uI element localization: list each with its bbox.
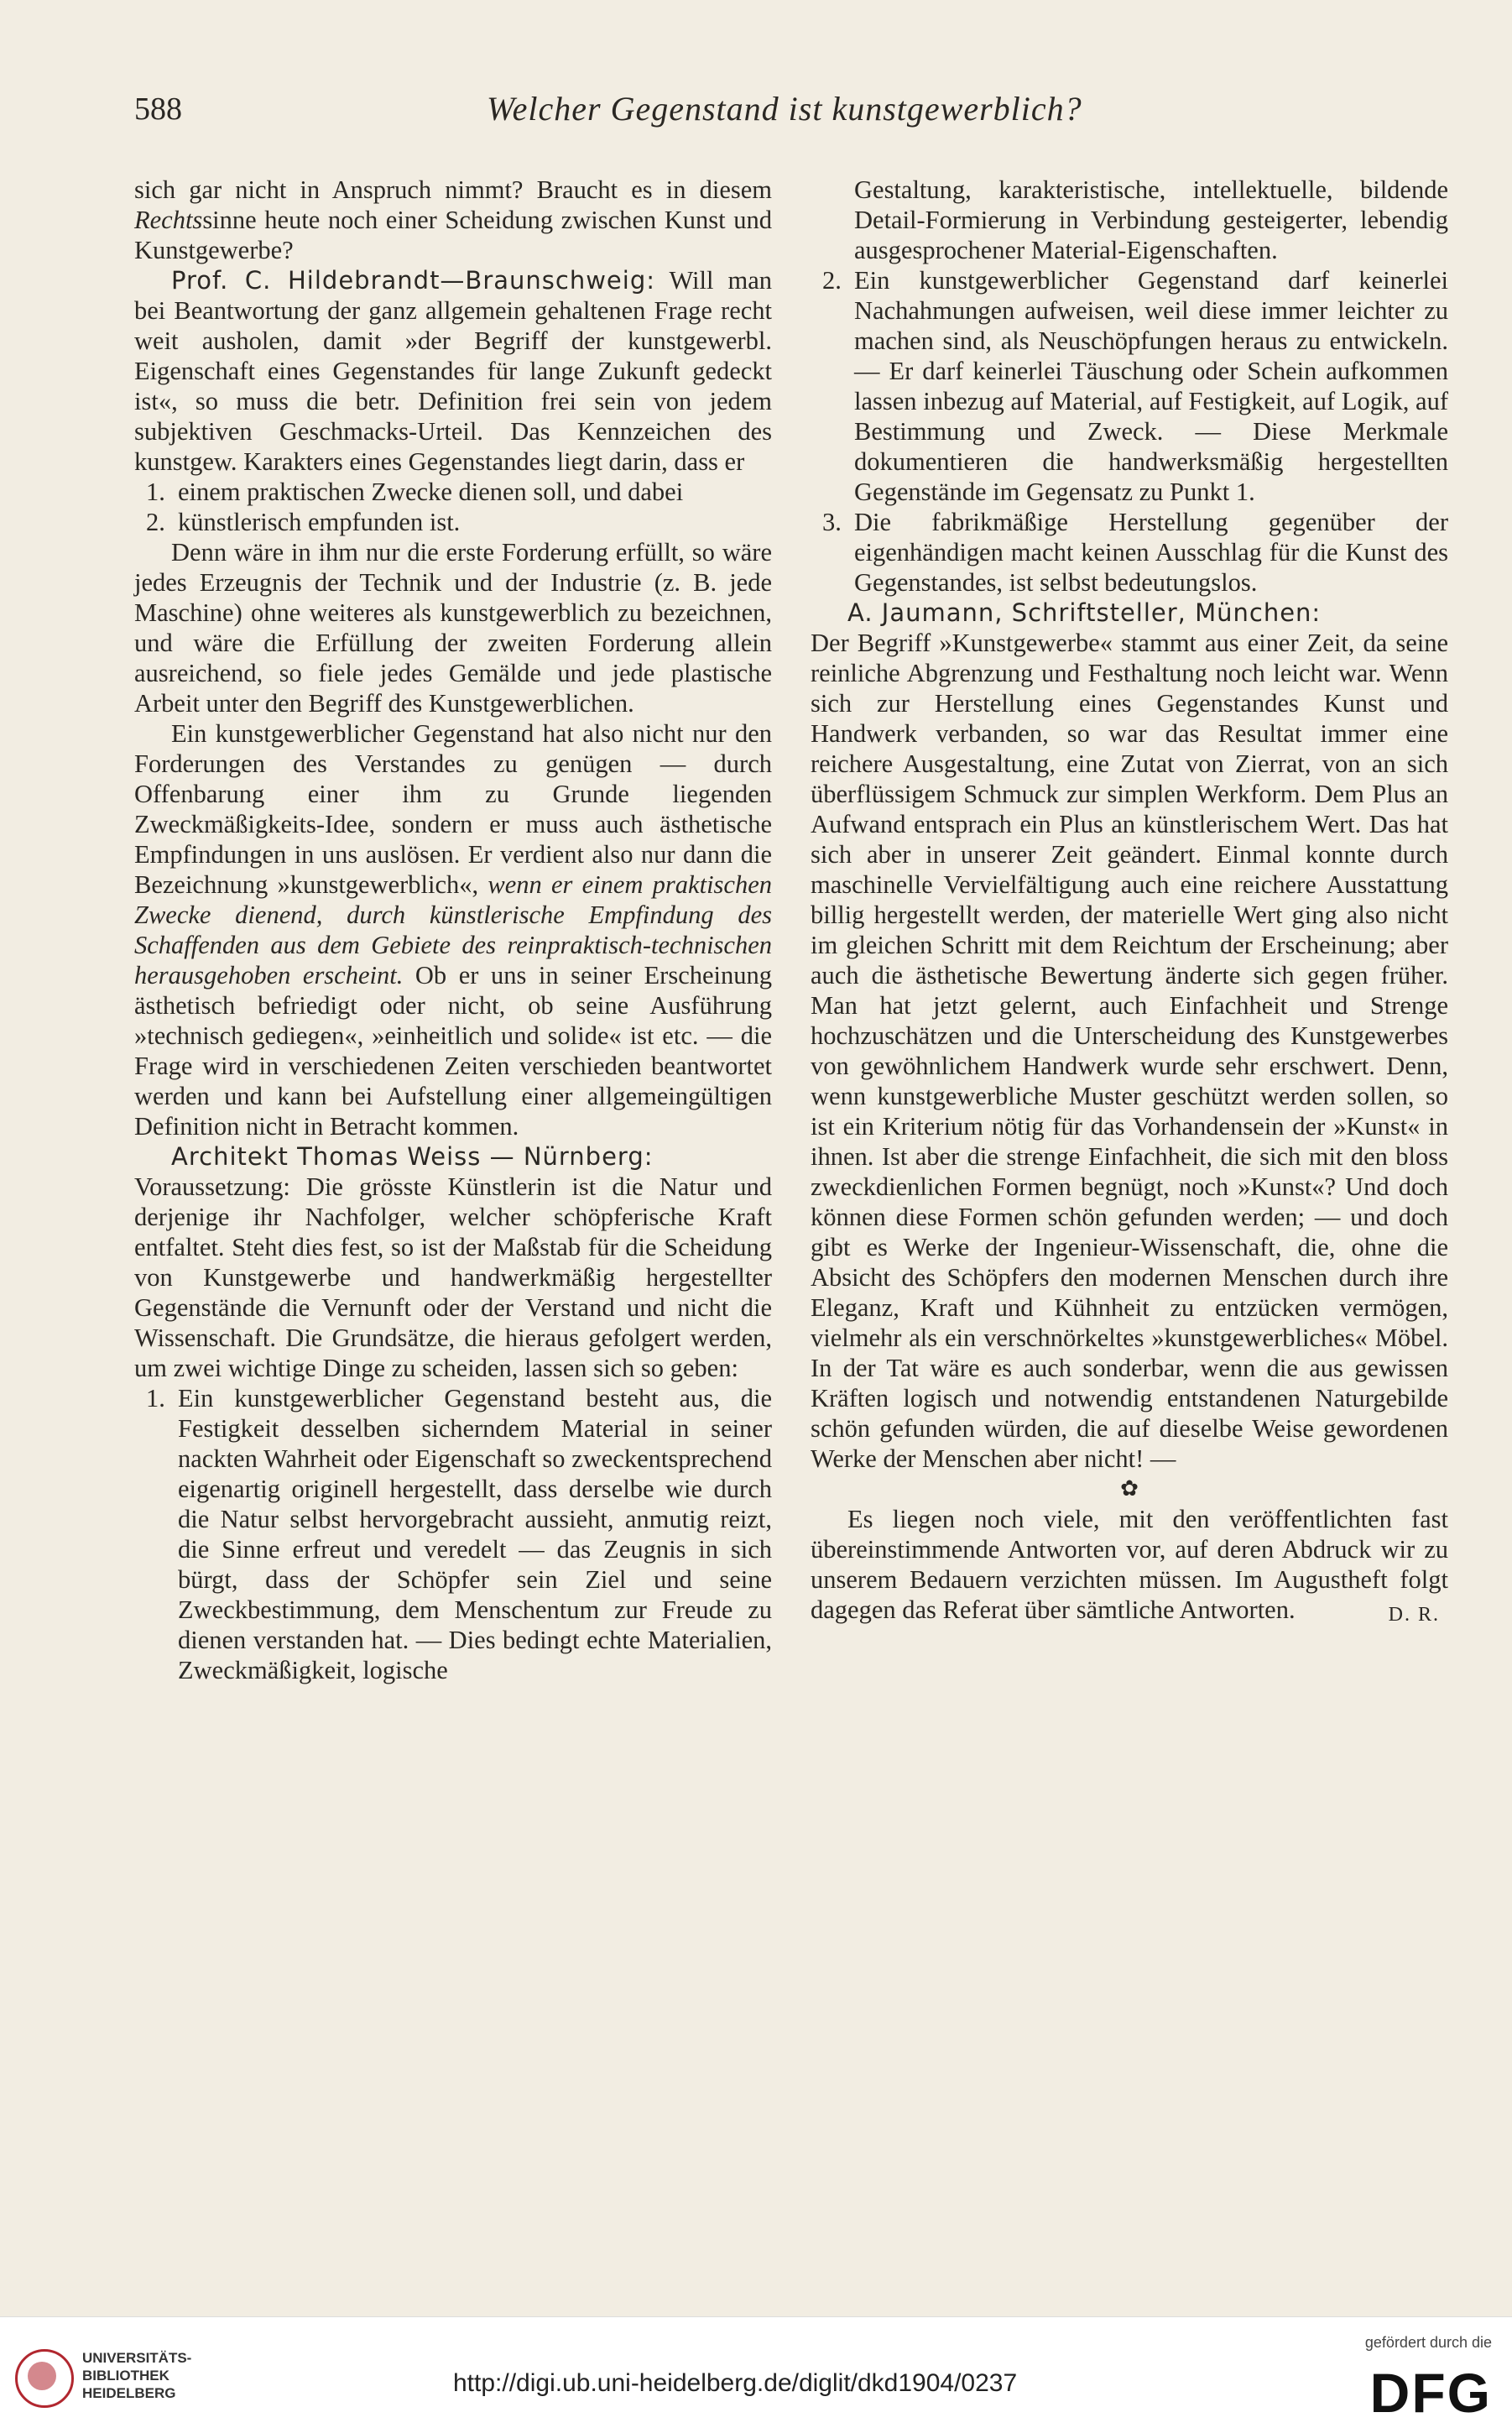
respondent-heading: Prof. C. Hildebrandt—Braunschweig: — [171, 266, 656, 295]
running-title: Welcher Gegenstand ist kunstgewerblich? — [487, 90, 1082, 128]
right-column — [811, 175, 1448, 1630]
list-item: 1. Ein kunstgewerblicher Gegenstand besteht aus, die Festigkeit desselben sicherndem Material in seiner nackten Wahrheit oder Eigenschaft so zweckentsprechend eigenartig originell hergestellt, dass derselbe wie durch die Natur selbst hervorgebracht aussieht, anmutig reizt, die Sinne erfreut und veredelt — das Zeugnis in sich bürgt, dass der Schöpfer sein Ziel und seine Zweckbestimmung, dem Menschentum zur Freude zu dienen verstanden hat. — Dies bedingt echte Materialien, Zweckmäßigkeit, logische — [146, 1384, 772, 1684]
paragraph: Voraussetzung: Die grösste Künstlerin ist die Natur und derjenige ihr Nachfolger, welcher schöpferische Kraft entfaltet. Steht dies fest, so ist der Maßstab für die Scheidung von Kunstgewerbe und handwerkmäßig hergestellter Gegenstände die Vernunft oder der Verstand und nicht die Wissenschaft. Die Grundsätze, die hieraus gefolgert werden, um zwei wichtige Dinge zu scheiden, lassen sich so geben: — [134, 1172, 772, 1382]
dfg-logo: DFG — [1369, 2362, 1492, 2424]
ornament-separator: ✿ — [1120, 1476, 1139, 1501]
paragraph: Denn wäre in ihm nur die erste Forderung erfüllt, so wäre jedes Erzeugnis der Technik und der Industrie (z. B. jede Maschine) ohne weiteres als kunstgewerblich zu bezeichnen, und wäre die Erfüllung der zweiten Forderung allein ausreichend, so fiele jedes Gemälde und jede plastische Arbeit unter den Begriff des Kunstgewerblichen. — [134, 538, 772, 718]
paragraph: Der Begriff »Kunstgewerbe« stammt aus einer Zeit, da seine reinliche Abgrenzung und Festhaltung noch leicht war. Wenn sich zur Herstellung eines Gegenstandes Kunst und Handwerk verbanden, so war das Resultat immer eine reichere Ausgestaltung, eine Zutat von Zierrat, von an sich überflüssigem Schmuck zur simplen Werkform. Dem Plus an Aufwand entsprach ein Plus an künstlerischem Wert. Das hat sich aber in unserer Zeit geändert. Einmal konnte durch maschinelle Vervielfältigung auch eine reichere Ausstattung billig hergestellt werden, der materielle Wert ging also nicht im gleichen Schritt mit dem Reichtum der Erscheinung; aber auch die ästhetische Bewertung änderte sich gegen früher. Man hat jetzt gelernt, auch Einfachheit und Strenge hochzuschätzen und die Unterscheidung des Kunstgewerbes von gewöhnlichem Handwerk wurde sehr erschwert. Denn, wenn kunstgewerbliche Muster geschützt werden sollen, so ist ein Kriterium nötig für das Vorhandensein der »Kunst« in ihnen. Ist aber die strenge Einfachheit, die sich mit den bloss zweckdienlichen Formen begnügt, noch »Kunst«? Und doch können diese Formen schön gefunden werden; — und doch gibt es Werke der Ingenieur-Wissenschaft, die, ohne die Absicht des Schöpfers den modernen Menschen durch ihre Eleganz, Kraft und Kühnheit zu entzücken vermögen, vielmehr als ein verschnörkeltes »kunstgewerbliches« Möbel. In der Tat wäre es auch sonderbar, wenn die aus gewissen Kräften logisch und notwendig entstandenen Naturgebilde schön gefunden würden, die auf dieselbe Weise gewordenen Werke der Menschen aber nicht! — — [811, 629, 1448, 1473]
paragraph: Prof. C. Hildebrandt—Braunschweig: Will man bei Beantwortung der ganz allgemein gehaltenen Frage recht weit ausholen, damit »der Begriff der kunstgewerbl. Eigenschaft eines Gegenstandes für lange Zukunft gedeckt ist«, so muss die betr. Definition frei sein von jedem subjektiven Geschmacks-Urteil. Das Kennzeichen des kunstgew. Karakters eines Gegenstandes liegt darin, dass er — [134, 266, 772, 476]
funding-note: gefördert durch die — [1364, 2334, 1492, 2351]
document-url-link[interactable]: http://digi.ub.uni-heidelberg.de/diglit/dkd1904/0237 — [453, 2369, 1018, 2397]
paragraph: sich gar nicht in Anspruch nimmt? Braucht es in diesem Rechtssinne heute noch einer Scheidung zwischen Kunst und Kunstgewerbe? — [134, 175, 772, 264]
respondent-heading: A. Jaumann, Schriftsteller, München: — [847, 598, 1322, 627]
page-number: 588 — [134, 91, 182, 127]
library-name: UNIVERSITÄTS- BIBLIOTHEK HEIDELBERG — [82, 2350, 192, 2401]
list-item-continuation: Gestaltung, karakteristische, intellektuelle, bildende Detail-Formierung in Verbindung gesteigerter, lebendig ausgesprochener Material-Eigenschaften. — [854, 175, 1448, 264]
university-seal-icon — [15, 2349, 74, 2408]
paragraph: Ein kunstgewerblicher Gegenstand hat also nicht nur den Forderungen des Verstandes zu genügen — durch Offenbarung einer ihm zu Grunde liegenden Zweckmäßigkeits-Idee, sondern er muss auch ästhetische Empfindungen in uns auslösen. Er verdient also nur dann die Bezeichnung »kunstgewerblich«, wenn er einem praktischen Zwecke dienend, durch künstlerische Empfindung des Schaffenden aus dem Gebiete des reinpraktisch-technischen herausgehoben erscheint. Ob er uns in seiner Erscheinung ästhetisch befriedigt oder nicht, ob seine Ausführung »technisch gediegen«, »einheitlich und solide« ist etc. — die Frage wird in verschiedenen Zeiten verschieden beantwortet werden und kann bei Aufstellung einer allgemeingültigen Definition nicht in Betracht kommen. — [134, 719, 772, 1141]
paragraph: Es liegen noch viele, mit den veröffentlichten fast übereinstimmende Antworten vor, auf deren Abdruck wir zu unserem Bedauern verzichten müssen. Im Augustheft folgt dagegen das Referat über sämtliche Antworten. D. R. — [811, 1504, 1448, 1625]
footer-bar — [0, 2316, 1512, 2428]
list-item: 3. Die fabrikmäßige Herstellung gegenüber der eigenhändigen macht keinen Ausschlag für die Kunst des Gegenstandes, ist selbst bedeutungslos. — [822, 508, 1448, 597]
list-item: 2. künstlerisch empfunden ist. — [146, 508, 461, 536]
respondent-heading: Architekt Thomas Weiss — Nürnberg: — [171, 1142, 654, 1171]
editor-signature: D. R. — [1388, 1604, 1440, 1626]
list-item: 2. Ein kunstgewerblicher Gegenstand darf keinerlei Nachahmungen aufweisen, weil diese immer leichter zu machen sind, als Neuschöpfungen heraus zu entwickeln. — Er darf keinerlei Täuschung oder Schein aufkommen lassen inbezug auf Material, auf Festigkeit, auf Logik, auf Bestimmung und Zweck. — Diese Merkmale dokumentieren die handwerksmäßig hergestellten Gegenstände im Gegensatz zu Punkt 1. — [822, 266, 1448, 506]
left-column — [134, 175, 772, 1685]
list-item: 1. einem praktischen Zwecke dienen soll, und dabei — [146, 478, 684, 506]
